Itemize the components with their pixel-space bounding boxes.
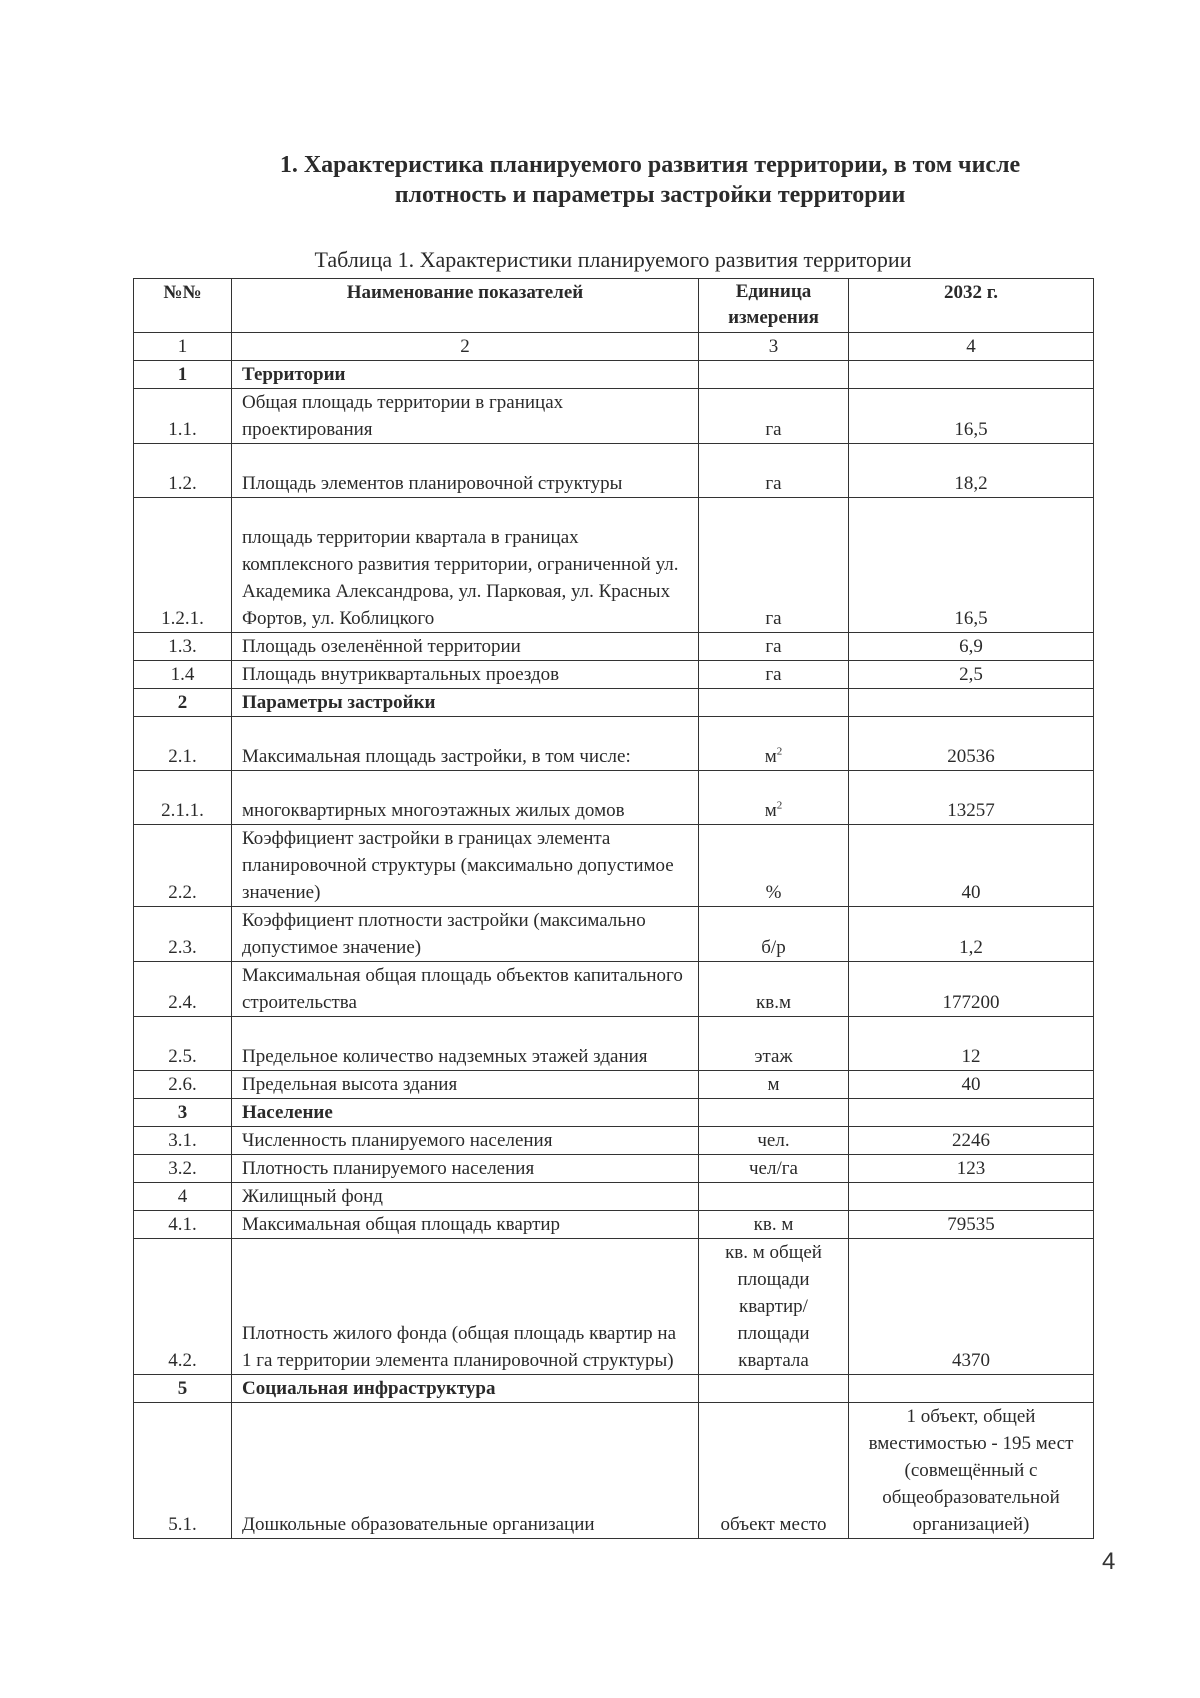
row-unit [699,771,849,825]
page-number: 4 [1102,1548,1116,1575]
row-value [849,498,1094,633]
table-row [134,1211,1094,1239]
row-number [134,1127,232,1155]
row-unit-text: м [767,1074,780,1095]
row-indicator-name [232,907,699,962]
row-indicator-name [232,689,699,717]
row-indicator-name [232,717,699,771]
row-number-text: 2.1. [168,746,197,767]
row-number-text: 1.1. [168,419,197,440]
table-row [134,633,1094,661]
row-number [134,633,232,661]
row-indicator-name [232,498,699,633]
row-indicator-name [232,1071,699,1099]
row-value [849,1127,1094,1155]
row-indicator-name-text: Предельная высота здания [242,1074,458,1095]
table-row [134,444,1094,498]
row-number [134,1183,232,1211]
row-unit-text: кв. м общей площади квартир/ площади квартала [725,1242,822,1371]
characteristics-table [133,278,1094,1539]
row-unit-text: чел/га [749,1158,798,1179]
row-number [134,825,232,907]
row-number-text: 4.2. [168,1350,197,1371]
row-number-text: 2.4. [168,992,197,1013]
row-indicator-name-text: Площадь озеленённой территории [242,636,521,657]
section-heading-line-2: плотность и параметры застройки территории [394,182,906,208]
row-indicator-name-text: Дошкольные образовательные организации [242,1514,595,1535]
table-row [134,1239,1094,1375]
table-row [134,771,1094,825]
table-row [134,825,1094,907]
row-value [849,361,1094,389]
row-indicator-name-text: Плотность жилого фонда (общая площадь квартир на 1 га территории элемента планировочной структуры) [242,1323,677,1371]
row-number [134,717,232,771]
row-indicator-name-text: площадь территории квартала в границах комплексного развития территории, ограниченной ул. Академика Александрова, ул. Парковая, ул. Красных Фортов, ул. Коблицкого [242,527,679,629]
row-number [134,1071,232,1099]
row-unit [699,1017,849,1071]
column-number-2: 2 [232,333,699,361]
row-number [134,1403,232,1539]
row-value [849,689,1094,717]
row-indicator-name [232,1017,699,1071]
row-number [134,389,232,444]
row-indicator-name-text: Параметры застройки [242,692,436,713]
row-number [134,444,232,498]
row-unit-text: га [765,608,782,629]
row-unit [699,661,849,689]
row-value [849,633,1094,661]
row-value-text: 40 [961,882,981,903]
row-indicator-name [232,1155,699,1183]
row-value [849,1211,1094,1239]
row-indicator-name-text: Социальная инфраструктура [242,1378,496,1399]
table-row [134,962,1094,1017]
row-indicator-name [232,825,699,907]
header-unit: Единица измерения [699,279,849,333]
row-number [134,1155,232,1183]
row-unit-text: чел. [757,1130,790,1151]
row-number-text: 3.2. [168,1158,197,1179]
table-row [134,1183,1094,1211]
row-indicator-name-text: Жилищный фонд [242,1186,383,1207]
row-number [134,661,232,689]
row-value-text: 2246 [952,1130,990,1151]
row-number [134,498,232,633]
row-indicator-name-text: Общая площадь территории в границах проектирования [242,392,564,440]
row-indicator-name-text: Коэффициент плотности застройки (максимально допустимое значение) [242,910,646,958]
column-number-1: 1 [134,333,232,361]
row-indicator-name [232,771,699,825]
row-indicator-name [232,1239,699,1375]
row-unit-text: кв.м [756,992,791,1013]
row-unit [699,825,849,907]
unit-superscript: 2 [776,799,783,812]
row-indicator-name-text: Территории [242,364,346,385]
row-value [849,1017,1094,1071]
row-unit-text: кв. м [753,1214,794,1235]
header-indicator-name: Наименование показателей [232,279,699,333]
row-number [134,1375,232,1403]
table-row [134,1099,1094,1127]
column-number-4: 4 [849,333,1094,361]
row-value [849,717,1094,771]
row-unit-text: га [765,636,782,657]
row-value-text: 18,2 [954,473,988,494]
row-unit-text: га [765,473,782,494]
row-unit-text: % [765,882,782,903]
section-heading [180,150,1120,210]
row-indicator-name [232,444,699,498]
row-number-text: 2 [177,692,188,713]
row-unit [699,498,849,633]
row-indicator-name-text: Численность планируемого населения [242,1130,553,1151]
table-row [134,1375,1094,1403]
row-indicator-name [232,633,699,661]
row-number-text: 1.2.1. [161,608,204,629]
row-indicator-name-text: Плотность планируемого населения [242,1158,535,1179]
column-number-row [134,333,1094,361]
row-number-text: 1 [177,364,188,385]
row-value [849,1403,1094,1539]
row-indicator-name-text: Коэффициент застройки в границах элемента планировочной структуры (максимально допустимое значение) [242,828,674,903]
row-number-text: 2.5. [168,1046,197,1067]
row-value-text: 16,5 [954,419,988,440]
row-unit-text: га [765,664,782,685]
table-row [134,389,1094,444]
row-number-text: 4 [177,1186,188,1207]
header-year: 2032 г. [849,279,1094,333]
row-unit [699,1375,849,1403]
row-number-text: 1.3. [168,636,197,657]
row-number [134,771,232,825]
row-number-text: 5 [177,1378,188,1399]
row-indicator-name-text: Площадь внутриквартальных проездов [242,664,560,685]
row-unit [699,1239,849,1375]
row-value-text: 79535 [947,1214,995,1235]
table-row [134,1155,1094,1183]
row-unit [699,389,849,444]
row-unit [699,361,849,389]
row-indicator-name [232,1183,699,1211]
row-indicator-name [232,1403,699,1539]
row-indicator-name [232,361,699,389]
row-number-text: 1.2. [168,473,197,494]
table-row [134,907,1094,962]
row-indicator-name-text: Площадь элементов планировочной структуры [242,473,623,494]
row-indicator-name-text: Максимальная общая площадь квартир [242,1214,561,1235]
row-value [849,1239,1094,1375]
row-value-text: 123 [956,1158,986,1179]
characteristics-table-body [134,279,1094,1539]
row-indicator-name [232,389,699,444]
row-number-text: 2.1.1. [161,800,204,821]
row-value [849,389,1094,444]
row-unit-text: б/р [761,937,786,958]
row-number [134,689,232,717]
table-row [134,1127,1094,1155]
row-unit [699,1211,849,1239]
table-row [134,1403,1094,1539]
row-value [849,771,1094,825]
table-row [134,498,1094,633]
row-indicator-name-text: Население [242,1102,333,1123]
row-value-text: 2,5 [959,664,983,685]
row-number-text: 2.6. [168,1074,197,1095]
row-number-text: 3 [177,1102,188,1123]
row-number [134,1017,232,1071]
table-row [134,1071,1094,1099]
row-value-text: 1 объект, общей вместимостью - 195 мест (совмещённый с общеобразовательной организацией) [868,1406,1074,1535]
row-value [849,1375,1094,1403]
row-unit [699,1099,849,1127]
row-number-text: 3.1. [168,1130,197,1151]
row-unit [699,1155,849,1183]
row-unit [699,1403,849,1539]
row-indicator-name-text: Максимальная площадь застройки, в том числе: [242,746,631,767]
row-unit-text: м [764,746,777,767]
row-unit [699,633,849,661]
table-row [134,361,1094,389]
row-unit [699,689,849,717]
table-caption: Таблица 1. Характеристики планируемого развития территории [314,247,912,272]
row-value [849,962,1094,1017]
row-number-text: 2.2. [168,882,197,903]
table-row [134,661,1094,689]
row-value-text: 13257 [947,800,995,821]
row-unit [699,1071,849,1099]
row-indicator-name [232,1375,699,1403]
row-value-text: 177200 [942,992,1000,1013]
row-value-text: 4370 [952,1350,990,1371]
row-value-text: 12 [961,1046,981,1067]
row-unit-text: м [764,800,777,821]
row-indicator-name [232,1099,699,1127]
table-header-row [134,279,1094,333]
row-value [849,1183,1094,1211]
row-indicator-name [232,661,699,689]
row-number [134,1211,232,1239]
row-value-text: 6,9 [959,636,983,657]
row-indicator-name [232,1211,699,1239]
row-indicator-name-text: многоквартирных многоэтажных жилых домов [242,800,625,821]
row-number-text: 2.3. [168,937,197,958]
table-row [134,717,1094,771]
row-value [849,1071,1094,1099]
row-unit [699,962,849,1017]
table-row [134,689,1094,717]
section-heading-line-1: 1. Характеристика планируемого развития территории, в том числе [279,152,1021,178]
row-value [849,661,1094,689]
row-unit [699,1183,849,1211]
row-number [134,1099,232,1127]
row-unit [699,907,849,962]
row-value [849,1099,1094,1127]
row-indicator-name [232,1127,699,1155]
row-value [849,1155,1094,1183]
row-number-text: 1.4 [170,664,195,685]
row-unit-text: этаж [754,1046,793,1067]
row-value [849,907,1094,962]
row-value [849,444,1094,498]
row-value-text: 16,5 [954,608,988,629]
row-value-text: 40 [961,1074,981,1095]
row-number [134,962,232,1017]
row-unit-text: объект место [720,1514,827,1535]
column-number-3: 3 [699,333,849,361]
row-number [134,907,232,962]
row-number-text: 5.1. [168,1514,197,1535]
row-value [849,825,1094,907]
row-number [134,361,232,389]
row-unit [699,1127,849,1155]
row-value-text: 20536 [947,746,995,767]
table-row [134,1017,1094,1071]
row-unit [699,717,849,771]
row-indicator-name-text: Максимальная общая площадь объектов капитального строительства [242,965,683,1013]
row-indicator-name [232,962,699,1017]
row-unit-text: га [765,419,782,440]
row-indicator-name-text: Предельное количество надземных этажей здания [242,1046,648,1067]
row-number-text: 4.1. [168,1214,197,1235]
unit-superscript: 2 [776,745,783,758]
row-value-text: 1,2 [959,937,983,958]
header-number: №№ [134,279,232,333]
row-unit [699,444,849,498]
row-number [134,1239,232,1375]
